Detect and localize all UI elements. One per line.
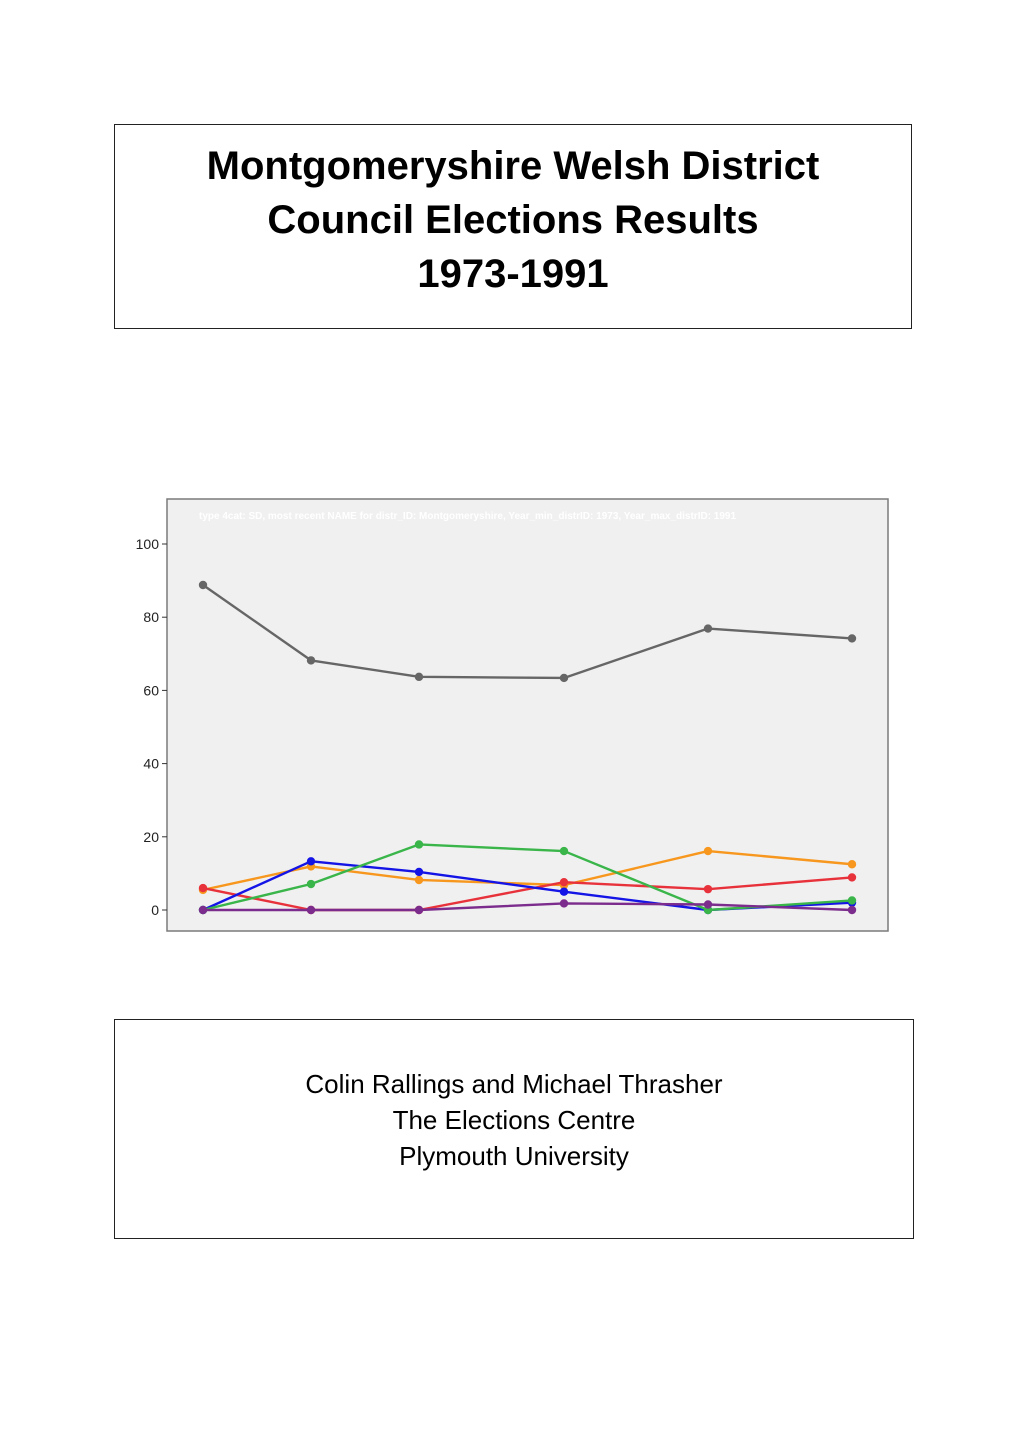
- data-point: [560, 847, 568, 855]
- data-point: [704, 624, 712, 632]
- data-point: [560, 888, 568, 896]
- data-point: [199, 906, 207, 914]
- data-point: [415, 868, 423, 876]
- data-point: [560, 878, 568, 886]
- data-point: [307, 880, 315, 888]
- title-line-1: Montgomeryshire Welsh District: [206, 144, 820, 188]
- data-point: [704, 900, 712, 908]
- title-line-3: 1973-1991: [417, 252, 609, 296]
- chart-title: type 4cat: SD, most recent NAME for distr_ID: Montgomeryshire, Year_min_distrID: 1973, Year_max_distrID: 1991: [199, 511, 737, 522]
- y-tick-label: 100: [135, 536, 159, 552]
- data-point: [199, 884, 207, 892]
- data-point: [848, 896, 856, 904]
- centre-line: The Elections Centre: [392, 1105, 636, 1135]
- plot-area: [167, 499, 888, 931]
- data-point: [415, 876, 423, 884]
- data-point: [848, 906, 856, 914]
- y-tick-label: 40: [143, 755, 159, 772]
- y-tick-label: 80: [143, 609, 159, 626]
- data-point: [307, 857, 315, 865]
- data-point: [199, 581, 207, 589]
- authors-line: Colin Rallings and Michael Thrasher: [305, 1069, 723, 1099]
- data-point: [848, 634, 856, 642]
- data-point: [560, 674, 568, 682]
- data-point: [848, 873, 856, 881]
- y-tick-label: 0: [151, 902, 159, 918]
- title-line-2: Council Elections Results: [267, 198, 759, 242]
- data-point: [704, 847, 712, 855]
- data-point: [704, 885, 712, 893]
- data-point: [415, 840, 423, 848]
- y-tick-label: 20: [143, 828, 159, 845]
- data-point: [560, 899, 568, 907]
- data-point: [848, 860, 856, 868]
- y-tick-label: 60: [143, 682, 159, 699]
- data-point: [415, 906, 423, 914]
- data-point: [415, 673, 423, 681]
- data-point: [307, 906, 315, 914]
- data-point: [307, 656, 315, 664]
- university-line: Plymouth University: [399, 1141, 629, 1171]
- author-box: [114, 1019, 914, 1239]
